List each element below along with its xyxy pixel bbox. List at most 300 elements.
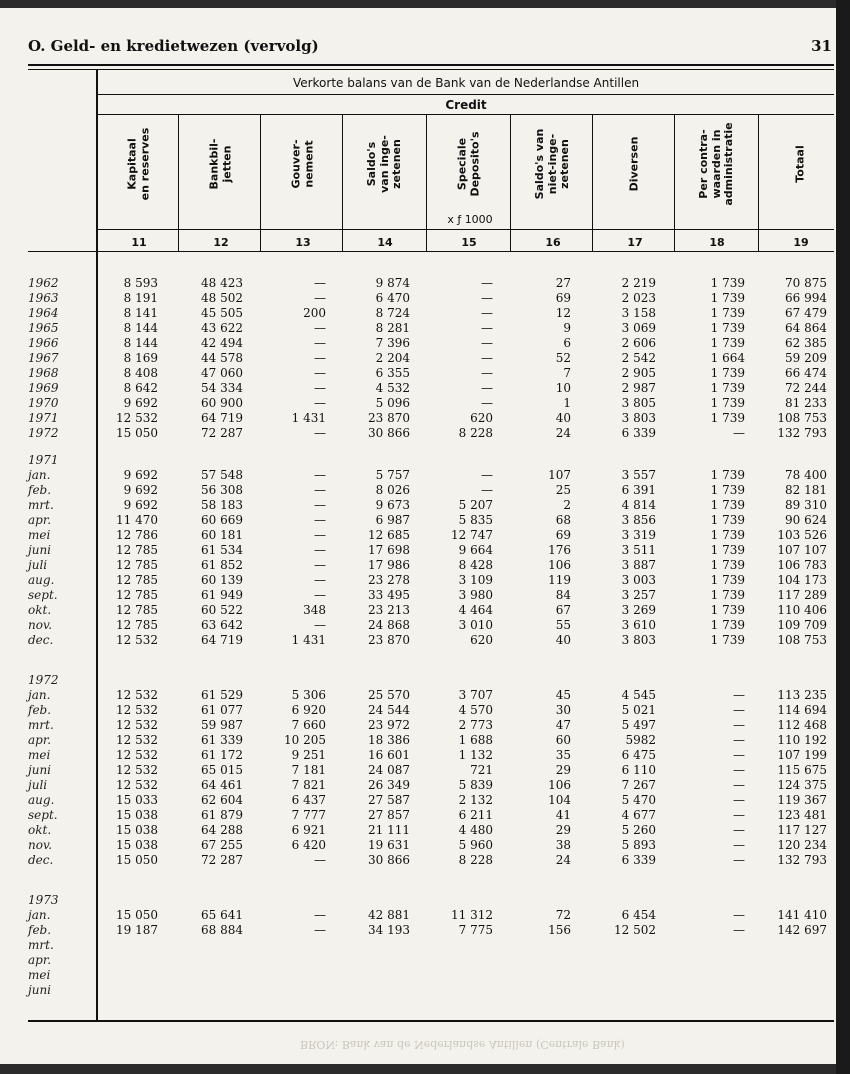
table-cell: 4 814 [621, 498, 656, 512]
table-cell: — [481, 366, 493, 380]
row-label: jan. [28, 468, 51, 482]
table-cell: 3 557 [621, 468, 656, 482]
table-cell: — [314, 483, 326, 497]
table-cell: 44 578 [201, 351, 243, 365]
table-cell: — [314, 276, 326, 290]
table-cell: 1 [563, 396, 571, 410]
table-cell: 5 960 [458, 838, 493, 852]
row-label: feb. [28, 703, 52, 717]
table-cell: 107 107 [777, 543, 827, 557]
column-number: 15 [461, 236, 477, 249]
table-cell: 3 257 [621, 588, 656, 602]
table-cell: 67 479 [785, 306, 827, 320]
row-label: juni [28, 983, 52, 997]
table-cell: 6 987 [375, 513, 410, 527]
table-cell: — [733, 718, 745, 732]
table-cell: 1 739 [710, 573, 745, 587]
table-cell: 620 [470, 633, 493, 647]
table-cell: 61 879 [201, 808, 243, 822]
column-header [99, 116, 179, 212]
table-cell: 12 786 [116, 528, 158, 542]
table-cell: 69 [555, 291, 571, 305]
table-cell: 2 204 [375, 351, 410, 365]
row-label: jan. [28, 908, 51, 922]
table-cell: 72 287 [201, 853, 243, 867]
table-cell: 6 921 [291, 823, 326, 837]
table-cell: — [481, 306, 493, 320]
table-cell: 70 875 [785, 276, 827, 290]
column-header-label: Per contra- waarden in administratie [697, 122, 736, 206]
table-cell: 72 [555, 908, 571, 922]
table-cell: 6 391 [621, 483, 656, 497]
column-number: 16 [545, 236, 561, 249]
page-edge [836, 0, 850, 1074]
table-cell: 64 719 [201, 633, 243, 647]
table-cell: 61 172 [201, 748, 243, 762]
table-cell: 68 884 [201, 923, 243, 937]
group-heading: 1973 [28, 893, 59, 907]
table-cell: 23 213 [368, 603, 410, 617]
table-cell: 7 267 [621, 778, 656, 792]
table-cell: 1 431 [291, 411, 326, 425]
caption-rule [98, 94, 834, 95]
table-cell: 38 [555, 838, 571, 852]
row-label: 1963 [28, 291, 59, 305]
table-cell: 1 688 [458, 733, 493, 747]
table-cell: 3 109 [458, 573, 493, 587]
table-cell: — [733, 778, 745, 792]
table-cell: 24 [555, 853, 571, 867]
column-header-label: Kapitaal en reserves [125, 127, 151, 201]
document-page [0, 8, 836, 1064]
table-cell: 8 144 [123, 336, 158, 350]
row-label: okt. [28, 603, 52, 617]
table-cell: — [481, 291, 493, 305]
table-cell: 8 642 [123, 381, 158, 395]
table-cell: 15 050 [116, 908, 158, 922]
table-cell: 66 474 [785, 366, 827, 380]
table-cell: — [314, 908, 326, 922]
column-header-label: Totaal [793, 145, 807, 183]
table-cell: 61 339 [201, 733, 243, 747]
table-cell: 348 [303, 603, 326, 617]
column-divider [758, 115, 759, 251]
row-label: nov. [28, 838, 53, 852]
table-cell: 24 544 [368, 703, 410, 717]
table-cell: 5 260 [621, 823, 656, 837]
column-header-label: Diversen [627, 136, 641, 192]
table-cell: 62 385 [785, 336, 827, 350]
table-cell: 47 [555, 718, 571, 732]
table-cell: 5 835 [458, 513, 493, 527]
row-label: juni [28, 543, 52, 557]
table-cell: 18 386 [368, 733, 410, 747]
section-title: O. Geld- en kredietwezen (vervolg) [28, 37, 319, 55]
table-cell: 103 526 [777, 528, 827, 542]
table-cell: 106 [548, 558, 571, 572]
table-cell: 3 707 [458, 688, 493, 702]
table-cell: 132 793 [777, 426, 827, 440]
table-cell: 7 181 [291, 763, 326, 777]
table-cell: 200 [303, 306, 326, 320]
table-cell: 11 312 [451, 908, 493, 922]
table-cell: 1 739 [710, 276, 745, 290]
table-cell: 27 [555, 276, 571, 290]
table-cell: 4 532 [375, 381, 410, 395]
table-cell: 68 [555, 513, 571, 527]
table-cell: 60 [555, 733, 571, 747]
table-cell: 5 757 [375, 468, 410, 482]
group-heading: 1971 [28, 453, 59, 467]
table-cell: 1 739 [710, 588, 745, 602]
group-heading: 1972 [28, 673, 59, 687]
table-cell: — [733, 923, 745, 937]
table-cell: — [733, 838, 745, 852]
table-cell: 40 [555, 411, 571, 425]
table-cell: 29 [555, 763, 571, 777]
table-cell: 25 570 [368, 688, 410, 702]
row-label: apr. [28, 953, 52, 967]
table-cell: 3 856 [621, 513, 656, 527]
bleed-through-text: BRON: Bank van de Nederlandse Antillen (Centrale Bank) [300, 1038, 625, 1051]
table-cell: 12 785 [116, 603, 158, 617]
table-cell: 58 183 [201, 498, 243, 512]
table-cell: 24 868 [368, 618, 410, 632]
table-cell: — [733, 793, 745, 807]
column-header-label: Bankbil- jetten [207, 138, 233, 190]
table-cell: 65 641 [201, 908, 243, 922]
table-cell: 12 502 [614, 923, 656, 937]
table-cell: 6 339 [621, 426, 656, 440]
table-cell: 5 497 [621, 718, 656, 732]
table-cell: 2 773 [458, 718, 493, 732]
table-cell: 112 468 [777, 718, 827, 732]
table-cell: 61 529 [201, 688, 243, 702]
table-cell: 3 158 [621, 306, 656, 320]
table-cell: — [314, 396, 326, 410]
column-header [263, 116, 343, 212]
table-cell: 65 015 [201, 763, 243, 777]
table-cell: 9 673 [375, 498, 410, 512]
table-cell: 15 050 [116, 853, 158, 867]
column-header [429, 116, 509, 212]
row-label: juli [28, 778, 48, 792]
table-cell: 42 881 [368, 908, 410, 922]
table-cell: — [314, 513, 326, 527]
row-label: 1970 [28, 396, 59, 410]
column-header [595, 116, 675, 212]
table-cell: 48 423 [201, 276, 243, 290]
table-cell: 8 026 [375, 483, 410, 497]
row-label: 1969 [28, 381, 59, 395]
table-cell: 5 096 [375, 396, 410, 410]
row-label: sept. [28, 808, 58, 822]
table-cell: 12 [555, 306, 571, 320]
table-cell: 67 [555, 603, 571, 617]
table-cell: 1 739 [710, 306, 745, 320]
table-caption: Verkorte balans van de Bank van de Nederlandse Antillen [292, 76, 640, 90]
table-cell: 12 532 [116, 778, 158, 792]
row-label: aug. [28, 793, 55, 807]
table-cell: — [314, 528, 326, 542]
table-cell: 2 132 [458, 793, 493, 807]
table-cell: 72 244 [785, 381, 827, 395]
column-header [677, 116, 757, 212]
column-header-label: Saldo's van inge- zetenen [365, 135, 404, 193]
row-label: dec. [28, 633, 54, 647]
row-label: 1967 [28, 351, 59, 365]
table-cell: 117 127 [777, 823, 827, 837]
column-number: 13 [295, 236, 311, 249]
table-cell: 3 010 [458, 618, 493, 632]
table-cell: 2 606 [621, 336, 656, 350]
table-cell: 12 785 [116, 543, 158, 557]
table-cell: 1 739 [710, 321, 745, 335]
table-cell: 19 631 [368, 838, 410, 852]
table-cell: 6 470 [375, 291, 410, 305]
table-cell: 11 470 [116, 513, 158, 527]
table-cell: — [314, 321, 326, 335]
table-cell: — [314, 381, 326, 395]
table-cell: 24 087 [368, 763, 410, 777]
table-cell: — [733, 763, 745, 777]
table-cell: 3 803 [621, 411, 656, 425]
table-cell: 3 805 [621, 396, 656, 410]
column-number: 19 [793, 236, 809, 249]
row-label: nov. [28, 618, 53, 632]
table-cell: 1 739 [710, 411, 745, 425]
table-cell: 15 033 [116, 793, 158, 807]
row-label: sept. [28, 588, 58, 602]
table-cell: 12 747 [451, 528, 493, 542]
column-header [513, 116, 593, 212]
table-cell: 30 866 [368, 426, 410, 440]
column-number: 14 [377, 236, 393, 249]
table-cell: 57 548 [201, 468, 243, 482]
table-cell: 7 660 [291, 718, 326, 732]
table-cell: 9 692 [123, 483, 158, 497]
table-cell: 8 408 [123, 366, 158, 380]
footer-rule [28, 1020, 834, 1022]
table-cell: 62 604 [201, 793, 243, 807]
row-label: apr. [28, 733, 52, 747]
row-label: 1968 [28, 366, 59, 380]
table-cell: 2 542 [621, 351, 656, 365]
row-label: juli [28, 558, 48, 572]
header-rule-thin [28, 69, 834, 70]
column-number: 11 [131, 236, 147, 249]
row-label: 1965 [28, 321, 59, 335]
table-cell: 60 522 [201, 603, 243, 617]
table-cell: 156 [548, 923, 571, 937]
table-cell: 6 437 [291, 793, 326, 807]
row-label: apr. [28, 513, 52, 527]
row-label: feb. [28, 483, 52, 497]
table-cell: 19 187 [116, 923, 158, 937]
table-cell: 35 [555, 748, 571, 762]
table-cell: 84 [555, 588, 571, 602]
table-cell: 23 278 [368, 573, 410, 587]
table-cell: 40 [555, 633, 571, 647]
table-cell: — [314, 543, 326, 557]
table-cell: 45 [555, 688, 571, 702]
table-cell: 2 [563, 498, 571, 512]
table-cell: 123 481 [777, 808, 827, 822]
table-cell: 9 692 [123, 498, 158, 512]
unit-caption: x ƒ 1000 [447, 213, 493, 226]
credit-caption: Credit [445, 98, 487, 112]
table-cell: 25 [555, 483, 571, 497]
table-cell: 721 [470, 763, 493, 777]
table-cell: 8 281 [375, 321, 410, 335]
table-cell: 4 570 [458, 703, 493, 717]
row-label: mrt. [28, 718, 54, 732]
table-cell: 12 532 [116, 411, 158, 425]
column-header [181, 116, 261, 212]
table-cell: 1 739 [710, 513, 745, 527]
table-cell: 107 199 [777, 748, 827, 762]
table-cell: 64 461 [201, 778, 243, 792]
table-cell: 1 739 [710, 483, 745, 497]
table-cell: 120 234 [777, 838, 827, 852]
table-cell: 141 410 [777, 908, 827, 922]
table-cell: — [733, 908, 745, 922]
table-cell: 4 677 [621, 808, 656, 822]
table-cell: 3 269 [621, 603, 656, 617]
table-cell: 5 207 [458, 498, 493, 512]
table-cell: 124 375 [777, 778, 827, 792]
table-cell: 23 870 [368, 411, 410, 425]
row-label: mrt. [28, 938, 54, 952]
table-cell: — [481, 336, 493, 350]
table-cell: 47 060 [201, 366, 243, 380]
table-cell: 1 739 [710, 291, 745, 305]
table-cell: 90 624 [785, 513, 827, 527]
row-label: dec. [28, 853, 54, 867]
table-cell: — [733, 688, 745, 702]
table-cell: 5 306 [291, 688, 326, 702]
table-cell: 4 464 [458, 603, 493, 617]
table-cell: 48 502 [201, 291, 243, 305]
table-cell: 108 753 [777, 633, 827, 647]
table-cell: 12 785 [116, 588, 158, 602]
table-cell: — [314, 558, 326, 572]
table-cell: 109 709 [777, 618, 827, 632]
table-cell: 12 532 [116, 718, 158, 732]
table-cell: 2 905 [621, 366, 656, 380]
row-label: juni [28, 763, 52, 777]
table-cell: 64 719 [201, 411, 243, 425]
table-cell: 6 211 [458, 808, 493, 822]
row-label: mei [28, 748, 51, 762]
table-cell: 3 511 [621, 543, 656, 557]
table-cell: 12 532 [116, 763, 158, 777]
table-cell: 55 [555, 618, 571, 632]
table-cell: 17 986 [368, 558, 410, 572]
table-cell: 60 181 [201, 528, 243, 542]
table-cell: 24 [555, 426, 571, 440]
table-cell: — [314, 351, 326, 365]
table-cell: 12 785 [116, 573, 158, 587]
table-cell: 104 173 [777, 573, 827, 587]
table-cell: 8 191 [123, 291, 158, 305]
row-label: jan. [28, 688, 51, 702]
table-cell: 12 532 [116, 633, 158, 647]
table-cell: 8 228 [458, 853, 493, 867]
page-header [28, 37, 834, 61]
table-cell: 10 205 [284, 733, 326, 747]
table-cell: 12 532 [116, 748, 158, 762]
table-cell: 12 685 [368, 528, 410, 542]
table-cell: 61 534 [201, 543, 243, 557]
table-cell: 43 622 [201, 321, 243, 335]
table-cell: 15 050 [116, 426, 158, 440]
table-cell: 89 310 [785, 498, 827, 512]
table-cell: 6 454 [621, 908, 656, 922]
table-cell: 60 900 [201, 396, 243, 410]
table-cell: 5982 [625, 733, 656, 747]
table-cell: — [733, 426, 745, 440]
table-cell: 78 400 [785, 468, 827, 482]
table-cell: 56 308 [201, 483, 243, 497]
table-cell: 1 739 [710, 618, 745, 632]
table-cell: 5 839 [458, 778, 493, 792]
table-cell: 3 319 [621, 528, 656, 542]
table-cell: 3 069 [621, 321, 656, 335]
table-cell: 106 [548, 778, 571, 792]
table-cell: 1 739 [710, 543, 745, 557]
table-cell: 30 [555, 703, 571, 717]
row-label: mrt. [28, 498, 54, 512]
table-cell: 1 739 [710, 336, 745, 350]
table-cell: 42 494 [201, 336, 243, 350]
table-cell: 8 141 [123, 306, 158, 320]
table-cell: 8 228 [458, 426, 493, 440]
row-label: mei [28, 968, 51, 982]
table-cell: 33 495 [368, 588, 410, 602]
table-cell: 4 480 [458, 823, 493, 837]
table-cell: 59 209 [785, 351, 827, 365]
table-cell: 620 [470, 411, 493, 425]
table-cell: 64 288 [201, 823, 243, 837]
table-cell: 5 470 [621, 793, 656, 807]
page-number: 31 [811, 37, 832, 55]
table-cell: 5 893 [621, 838, 656, 852]
table-cell: 41 [555, 808, 571, 822]
table-cell: 1 739 [710, 381, 745, 395]
column-header-label: Speciale Deposito's [455, 131, 481, 197]
table-cell: — [314, 498, 326, 512]
table-cell: 29 [555, 823, 571, 837]
table-cell: 23 870 [368, 633, 410, 647]
table-cell: — [733, 853, 745, 867]
table-cell: — [314, 573, 326, 587]
table-cell: 7 [563, 366, 571, 380]
table-cell: 3 610 [621, 618, 656, 632]
table-cell: — [481, 483, 493, 497]
column-number: 12 [213, 236, 229, 249]
table-cell: 10 [555, 381, 571, 395]
table-cell: 107 [548, 468, 571, 482]
table-cell: 132 793 [777, 853, 827, 867]
column-header-label: Gouver- nement [289, 139, 315, 189]
table-cell: 5 021 [621, 703, 656, 717]
table-cell: — [314, 468, 326, 482]
table-cell: 7 821 [291, 778, 326, 792]
column-header-label: Saldo's van niet-inge- zetenen [533, 128, 572, 200]
table-cell: 7 777 [291, 808, 326, 822]
row-label: feb. [28, 923, 52, 937]
